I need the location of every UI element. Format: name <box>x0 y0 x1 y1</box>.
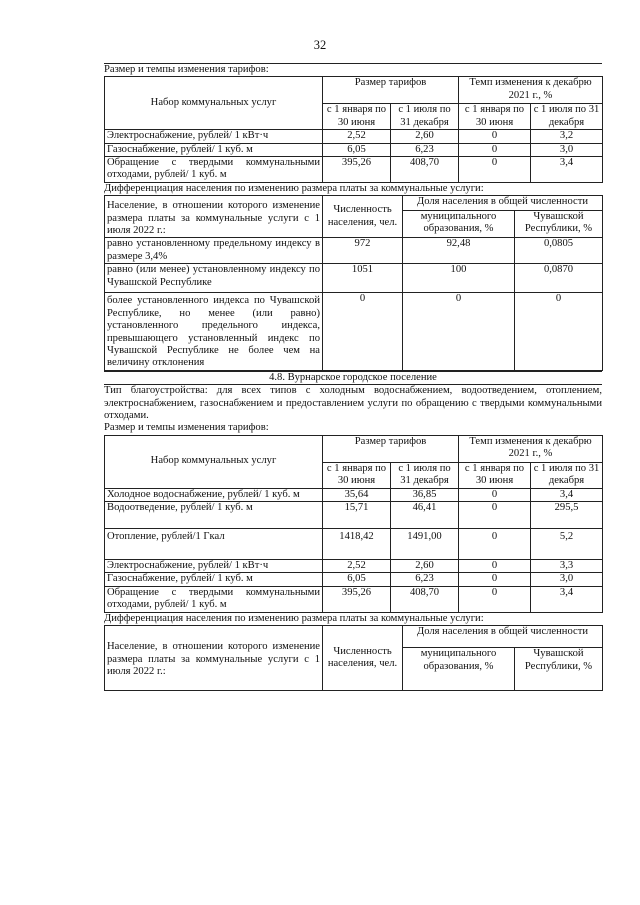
tariff-table <box>104 435 603 613</box>
col-header-period: с 1 января по 30 июня <box>459 104 531 130</box>
col-header-municipal: муниципального образования, % <box>403 648 515 691</box>
col-header-period: с 1 июля по 31 декабря <box>391 462 459 488</box>
col-header-service: Набор коммунальных услуг <box>105 77 323 130</box>
table-row: Обращение с твердыми коммунальными отходами, рублей/ 1 куб. м 395,26 408,70 0 3,4 <box>105 586 603 612</box>
table-row: равно (или менее) установленному индексу по Чувашской Республике 1051 100 0,0870 <box>105 264 603 293</box>
table-row: Электроснабжение, рублей/ 1 кВт·ч 2,52 2,60 0 3,2 <box>105 130 603 143</box>
col-header-republic: Чувашской Республики, % <box>515 210 603 238</box>
page-number: 32 <box>313 38 327 52</box>
table-row: Обращение с твердыми коммунальными отходами, рублей/ 1 куб. м 395,26 408,70 0 3,4 <box>105 157 603 183</box>
col-header-period: с 1 января по 30 июня <box>323 104 391 130</box>
document-body <box>104 63 602 691</box>
table-row: Электроснабжение, рублей/ 1 кВт·ч 2,52 2,60 0 3,3 <box>105 559 603 572</box>
col-header-period: с 1 июля по 31 декабря <box>531 462 603 488</box>
col-header-municipal: муниципального образования, % <box>403 210 515 238</box>
col-header-period: с 1 июля по 31 декабря <box>391 104 459 130</box>
tariff-table-caption: Размер и темпы изменения тарифов: <box>104 422 269 434</box>
tariff-table-caption: Размер и темпы изменения тарифов: <box>104 63 602 76</box>
population-table <box>104 195 603 370</box>
section-title: 4.8. Вурнарское городское поселение <box>104 371 602 385</box>
table-row: Водоотведение, рублей/ 1 куб. м 15,71 46,41 0 295,5 <box>105 501 603 528</box>
col-header-period: с 1 января по 30 июня <box>323 462 391 488</box>
population-table-caption: Дифференциация населения по изменению размера платы за коммунальные услуги: <box>104 182 484 194</box>
col-header-count: Численность населения, чел. <box>323 626 403 691</box>
table-row: Газоснабжение, рублей/ 1 куб. м 6,05 6,23 0 3,0 <box>105 573 603 586</box>
col-header-tariff-size: Размер тарифов <box>323 77 459 104</box>
table-row: Отопление, рублей/1 Гкал 1418,42 1491,00 0 5,2 <box>105 528 603 559</box>
col-header-change-rate: Темп изменения к декабрю 2021 г., % <box>459 435 603 462</box>
col-header-period: с 1 июля по 31 декабря <box>531 104 603 130</box>
col-header-change-rate: Темп изменения к декабрю 2021 г., % <box>459 77 603 104</box>
col-header-tariff-size: Размер тарифов <box>323 435 459 462</box>
col-header-period: с 1 января по 30 июня <box>459 462 531 488</box>
col-header-count: Численность населения, чел. <box>323 196 403 238</box>
table-row: Холодное водоснабжение, рублей/ 1 куб. м 35,64 36,85 0 3,4 <box>105 488 603 501</box>
table-row: Газоснабжение, рублей/ 1 куб. м 6,05 6,23 0 3,0 <box>105 143 603 156</box>
col-header-service: Набор коммунальных услуг <box>105 435 323 488</box>
col-header-share: Доля населения в общей численности <box>403 626 603 648</box>
population-table <box>104 625 603 691</box>
improvement-type-text: Тип благоустройства: для всех типов с холодным водоснабжением, водоотведением, отоплением, электроснабжением, газоснабжением и предоставлением услуги по обращению с твердыми коммунальными отходами. <box>104 385 602 421</box>
col-header-population: Население, в отношении которого изменение размера платы за коммунальные услуги с 1 июля 2022 г.: <box>105 626 323 691</box>
population-table-caption: Дифференциация населения по изменению размера платы за коммунальные услуги: <box>104 612 484 624</box>
tariff-table <box>104 76 603 182</box>
table-row: более установленного индекса по Чувашской Республике, но менее (или равно) установленного предельного индекса, превышающего установленный индекс по Чувашской Республике не более чем на величину отклонения 0 0 0 <box>105 293 603 370</box>
col-header-republic: Чувашской Республики, % <box>515 648 603 691</box>
col-header-share: Доля населения в общей численности <box>403 196 603 210</box>
col-header-population: Население, в отношении которого изменение размера платы за коммунальные услуги с 1 июля 2022 г.: <box>105 196 323 238</box>
table-row: равно установленному предельному индексу в размере 3,4% 972 92,48 0,0805 <box>105 238 603 264</box>
